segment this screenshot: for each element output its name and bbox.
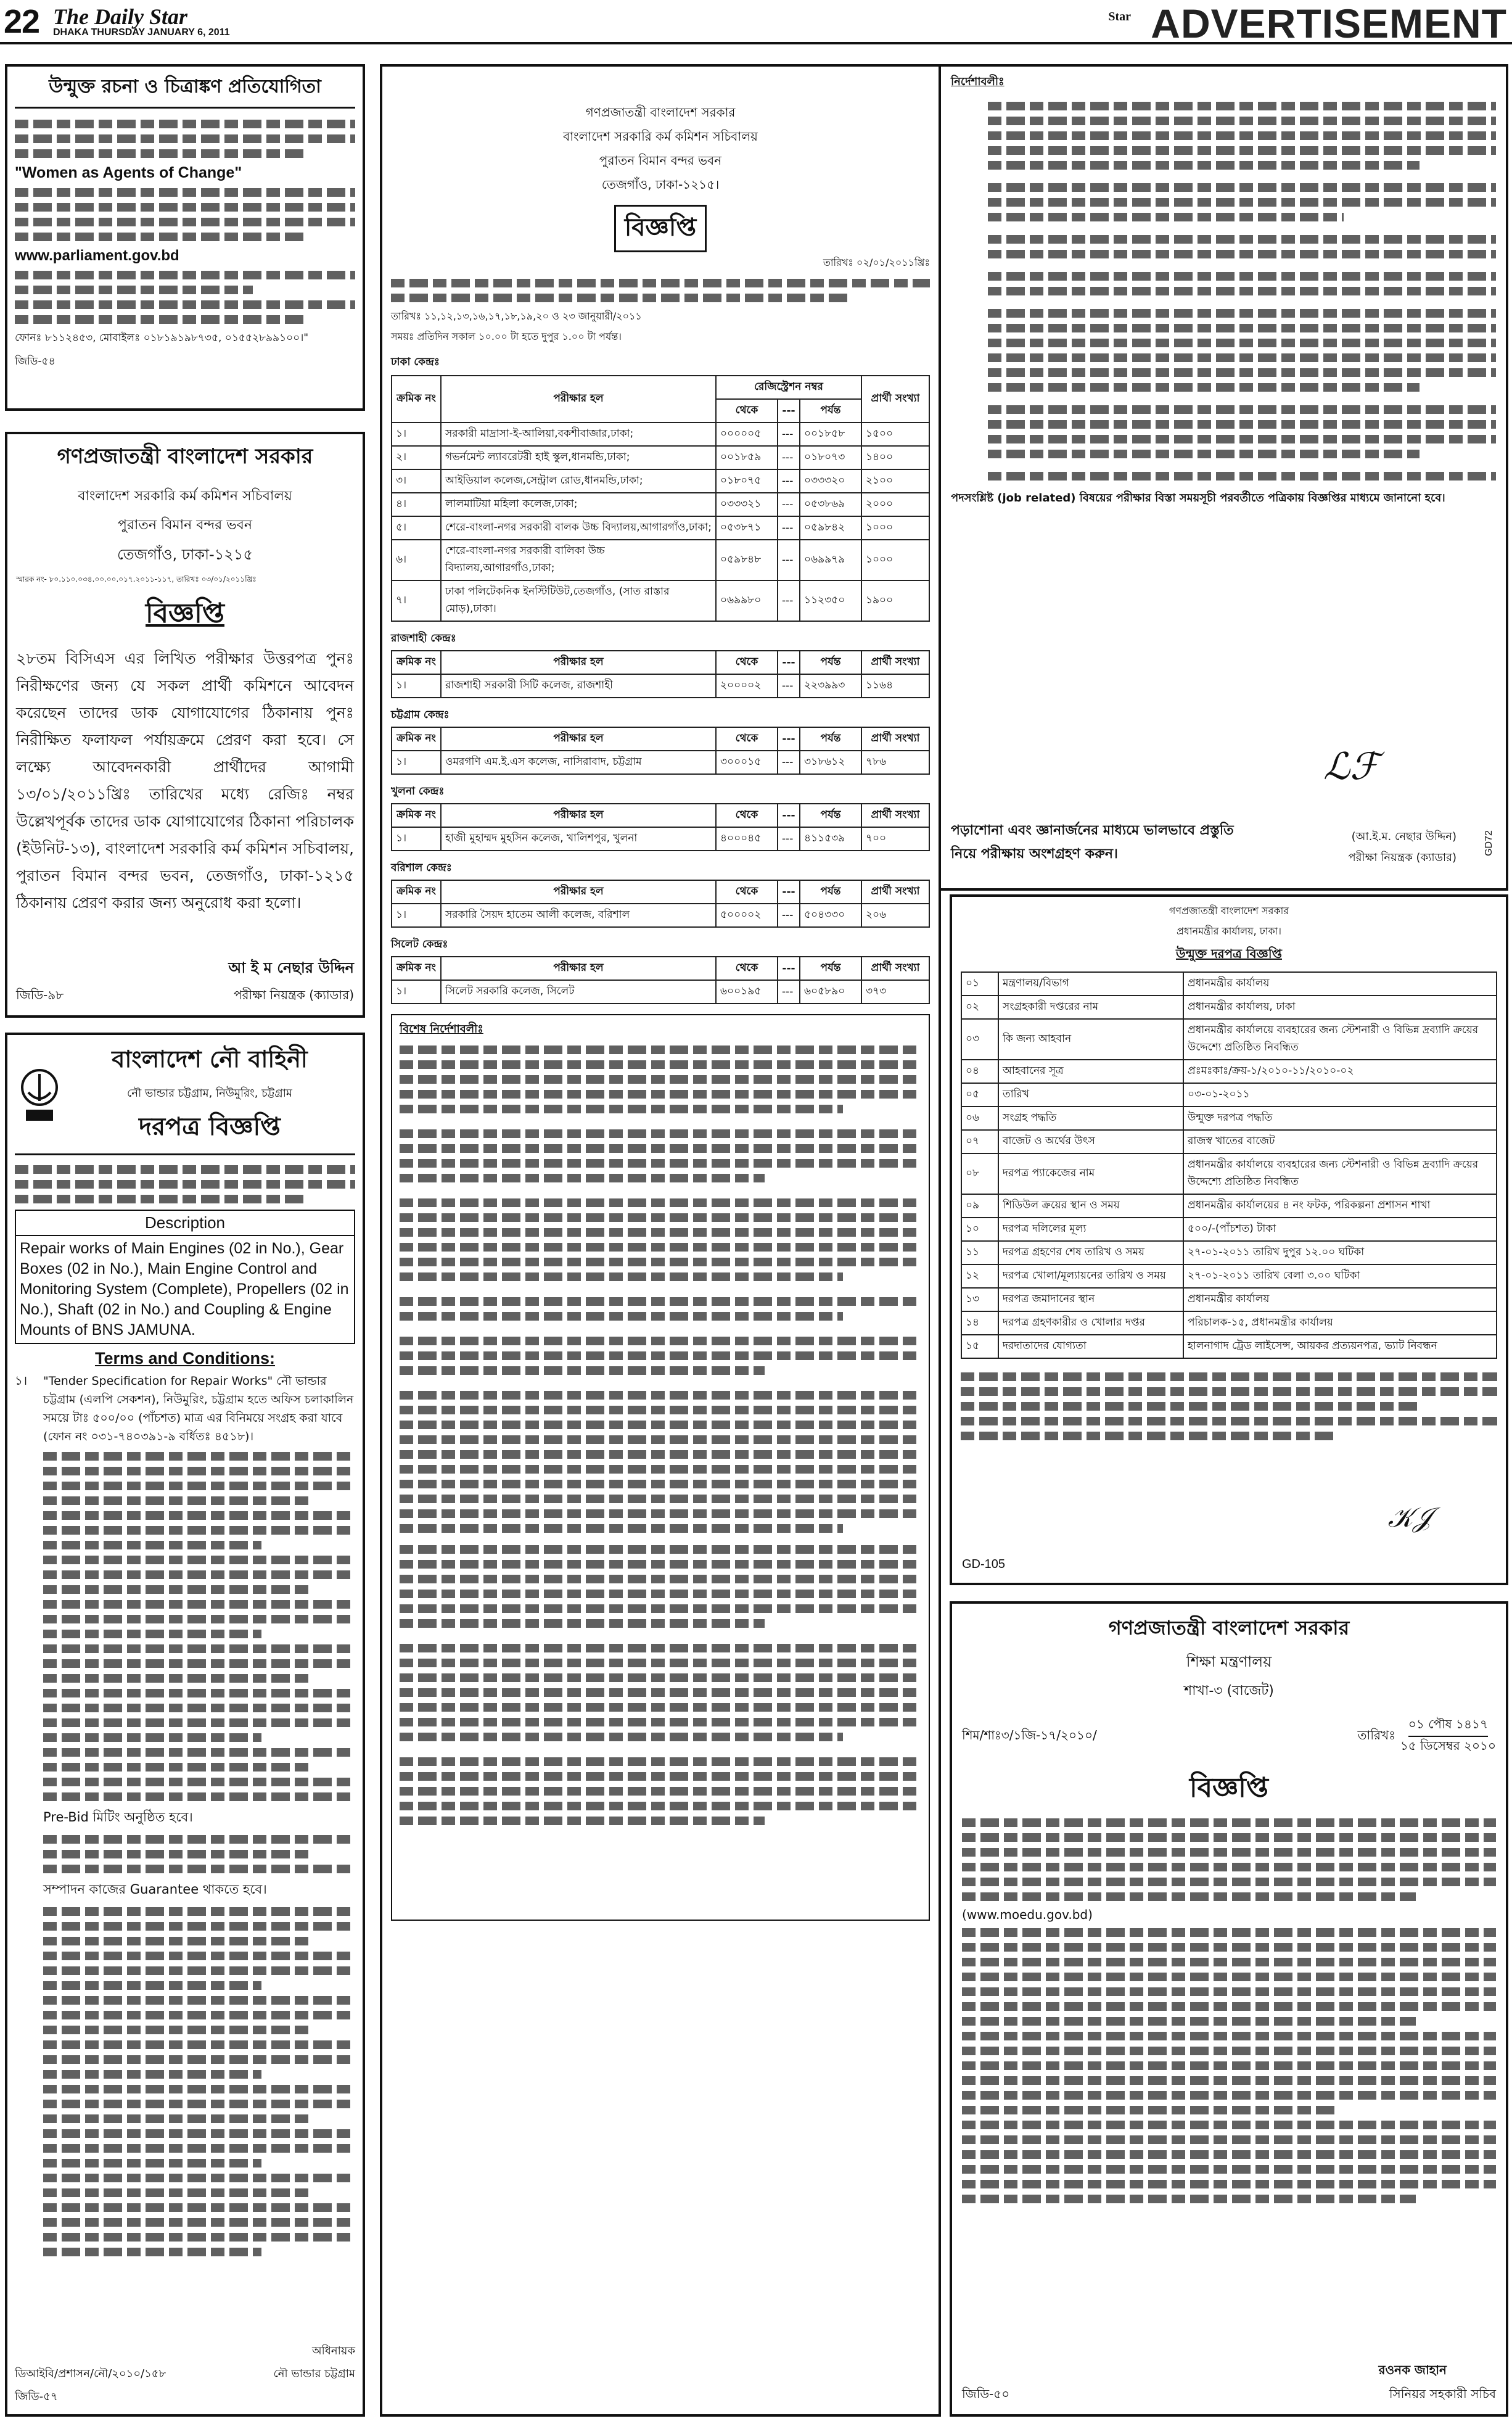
edu-signer: রওনক জাহান — [1378, 2362, 1447, 2377]
exam-gov: গণপ্রজাতন্ত্রী বাংলাদেশ সরকার — [585, 105, 736, 120]
table-row: ৭। ঢাকা পলিটেকনিক ইনস্টিটিউট,তেজগাঁও, (সাত রাস্তার মোড়),ঢাকা। ০৬৯৯৮০ --- ১১২৩৫০ ১৯০০ — [392, 580, 929, 621]
navy-memo: ডিআইবি/প্রশাসন/নৌ/২০১০/১৫৮ — [15, 2367, 166, 2380]
table-row: ১। রাজশাহী সরকারী সিটি কলেজ, রাজশাহী ২০০০০২ --- ২২৩৯৯৩ ১১৬৪ — [392, 674, 929, 698]
exam-schedule: তারিখঃ ১১,১২,১৩,১৬,১৭,১৮,১৯,২০ ও ২৩ জানুয়ারী/২০১১ — [391, 310, 642, 322]
barishal-table: ক্রমিক নং পরীক্ষার হল থেকে --- পর্যন্ত প্রার্থী সংখ্যা ১। সরকারি সৈয়দ হাতেম আলী কলেজ, বরিশাল ৫০০০০২ --- ৫০৪৩৩০ ২০৬ — [391, 880, 930, 928]
exam-signer: (আ.ই.ম. নেছার উদ্দিন) — [1351, 830, 1457, 843]
ctg-table: ক্রমিক নং পরীক্ষার হল থেকে --- পর্যন্ত প্রার্থী সংখ্যা ১। ওমরগণি এম.ই.এস কলেজ, নাসিরাবাদ, চট্টগ্রাম ৩০০০১৫ --- ৩১৮৬১২ ৭৮৬ — [391, 727, 930, 775]
navy-terms-header: Terms and Conditions: — [94, 1349, 275, 1367]
table-row: ০৭ বাজেট ও অর্থের উৎস রাজস্ব খাতের বাজেট — [961, 1130, 1497, 1153]
masthead — [0, 0, 1512, 44]
table-row: ০৪ আহবানের সূত্র প্রঃমঃকাঃ/ক্রয়-১/২০১০-১১/২০১০-০২ — [961, 1060, 1497, 1083]
pmo-org: প্রধানমন্ত্রীর কার্যালয়, ঢাকা। — [1176, 925, 1281, 937]
edu-org: শিক্ষা মন্ত্রণালয় — [1186, 1653, 1272, 1670]
table-row: ০৬ সংগ্রহ পদ্ধতি উন্মুক্ত দরপত্র পদ্ধতি — [961, 1107, 1497, 1130]
navy-title: বাংলাদেশ নৌ বাহিনী — [112, 1046, 308, 1073]
pmo-heading: উন্মুক্ত দরপত্র বিজ্ঞপ্তি — [1175, 946, 1282, 961]
slogan: পড়াশোনা এবং জ্ঞানার্জনের মাধ্যমে ভালভাবে প্রস্তুতি নিয়ে পরীক্ষায় অংশগ্রহণ করুন। — [951, 823, 1234, 862]
pec-code: জিডি-৯৮ — [16, 988, 64, 1002]
edu-code: জিডি-৫০ — [962, 2386, 1010, 2401]
competition-website[interactable]: www.parliament.gov.bd — [15, 247, 179, 264]
star-logo: Star — [1108, 10, 1131, 23]
table-row: ৩। আইডিয়াল কলেজ,সেন্ট্রাল রোড,ধানমন্ডি,ঢাকা; ০১৮০৭৫ --- ০৩৩৩২০ ২১০০ — [392, 469, 929, 493]
signature-icon: ℒℱ — [1323, 746, 1379, 787]
ad-exam-notice — [380, 64, 941, 2417]
edu-branch: শাখা-৩ (বাজেট) — [1184, 1683, 1274, 1699]
pec-signer: আ ই ম নেছার উদ্দিন — [228, 959, 354, 976]
ad-competition — [5, 64, 365, 411]
table-row: ১। সরকারি সৈয়দ হাতেম আলী কলেজ, বরিশাল ৫০০০০২ --- ৫০৪৩৩০ ২০৬ — [392, 904, 929, 927]
th-count: প্রার্থী সংখ্যা — [861, 376, 929, 423]
table-row: ০১ মন্ত্রণালয়/বিভাগ প্রধানমন্ত্রীর কার্যালয় — [961, 972, 1497, 996]
table-row: ৫। শেরে-বাংলা-নগর সরকারী বালক উচ্চ বিদ্যালয়,আগারগাঁও,ঢাকা; ০৫৩৮৭১ --- ০৫৯৮৪২ ১০০০ — [392, 516, 929, 540]
khulna-table: ক্রমিক নং পরীক্ষার হল থেকে --- পর্যন্ত প্রার্থী সংখ্যা ১। হাজী মুহাম্মদ মুহসিন কলেজ, খালিশপুর, খুলনা ৪০০০৪৫ --- ৪১১৫৩৯ ৭০০ — [391, 803, 930, 851]
exam-place: পুরাতন বিমান বন্দর ভবন — [599, 153, 722, 168]
rajshahi-table: ক্রমিক নং পরীক্ষার হল থেকে --- পর্যন্ত প্রার্থী সংখ্যা ১। রাজশাহী সরকারী সিটি কলেজ, রাজশাহী ২০০০০২ --- ২২৩৯৯৩ ১১৬৪ — [391, 650, 930, 698]
pmo-code: GD-105 — [962, 1557, 1006, 1571]
competition-code: জিডি-৫৪ — [15, 355, 55, 368]
ad-exam-instructions — [941, 64, 1508, 891]
edu-heading: বিজ্ঞপ্তি — [1189, 1772, 1268, 1804]
barishal-title: বরিশাল কেন্দ্রঃ — [391, 862, 452, 874]
pec-heading: বিজ্ঞপ্তি — [146, 598, 224, 629]
competition-title: উন্মুক্ত রচনা ও চিত্রাঙ্কণ প্রতিযোগিতা — [15, 72, 355, 109]
table-row: ০২ সংগ্রহকারী দপ্তরের নাম প্রধানমন্ত্রীর কার্যালয়, ঢাকা — [961, 996, 1497, 1019]
table-row: ১৪ দরপত্র গ্রহণকারীর ও খোলার দপ্তর পরিচালক-১৫, প্রধানমন্ত্রীর কার্যালয় — [961, 1311, 1497, 1335]
pec-place: পুরাতন বিমান বন্দর ভবন — [117, 518, 253, 533]
special-title: বিশেষ নির্দেশাবলীঃ — [400, 1023, 483, 1036]
edu-signer-title: সিনিয়র সহকারী সচিব — [1389, 2386, 1496, 2401]
exam-time: সময়ঃ প্রতিদিন সকাল ১০.০০ টা হতে দুপুর ১.০০ টা পর্যন্ত। — [391, 331, 622, 342]
exam-signer-title: পরীক্ষা নিয়ন্ত্রক (ক্যাডার) — [1348, 851, 1457, 864]
instructions-title: নির্দেশাবলীঃ — [951, 75, 1005, 88]
pec-memo: স্মারক নং- ৮০.১১০.০৩৪.০০.০০.০১৭.২০১১-১১৭, তারিখঃ ০৩/০১/২০১১খ্রিঃ — [16, 575, 257, 584]
edu-date-1: ০১ পৌষ ১৪১৭ — [1408, 1715, 1488, 1737]
table-row: ৬। শেরে-বাংলা-নগর সরকারী বালিকা উচ্চ বিদ্যালয়,আগারগাঁও,ঢাকা; ০৫৯৮৪৮ --- ০৬৯৯৭৯ ১০০০ — [392, 540, 929, 580]
table-row: ১। ওমরগণি এম.ই.এস কলেজ, নাসিরাবাদ, চট্টগ্রাম ৩০০০১৫ --- ৩১৮৬১২ ৭৮৬ — [392, 751, 929, 774]
edu-memo: শিম/শাঃ৩/১জি-১৭/২০১০/ — [962, 1727, 1097, 1743]
navy-signer: অধিনায়ক — [312, 2345, 355, 2357]
sylhet-title: সিলেট কেন্দ্রঃ — [391, 938, 448, 951]
table-row: ১। সিলেট সরকারি কলেজ, সিলেট ৬০০১৯৫ --- ৬০৫৮৯০ ৩৭৩ — [392, 980, 929, 1004]
pec-signer-title: পরীক্ষা নিয়ন্ত্রক (ক্যাডার) — [233, 988, 354, 1002]
table-row: ১৩ দরপত্র জমাদানের স্থান প্রধানমন্ত্রীর কার্যালয় — [961, 1288, 1497, 1311]
navy-desc-header: Description — [16, 1211, 354, 1236]
table-row: ০৫ তারিখ ০৩-০১-২০১১ — [961, 1083, 1497, 1107]
dhaka-table: ক্রমিক নং পরীক্ষার হল রেজিস্ট্রেশন নম্বর প্রার্থী সংখ্যা থেকে --- পর্যন্ত ১। সরকারী মাদ্রাসা-ই-আলিয়া,বকশীবাজার,ঢাকা; ০০০০০৫ --- ০০১৮৫৮ ১৫০০ ২। গভর্নমেন্ট ল্যাবরেটরী হাই স্কুল,ধানমন্ডি,ঢাকা; ০০১৮৫৯ --- ০১৮০৭৩ ১৪০০ ৩। আইডিয়াল কলেজ,সেন্ট্রাল রোড,ধানমন্ডি,ঢাকা; ০১৮০৭৫ --- ০৩৩৩২০ ২১০০ ৪। লালমাটিয়া মহিলা কলেজ,ঢাকা; ০৩৩৩২১ --- ০৫৩৮৬৯ ২০০০ ৫। শেরে-বাংলা-নগর সরকারী বালক উচ্চ বিদ্যালয়,আগারগাঁও,ঢাকা; ০৫৩৮৭১ --- ০৫৯৮৪২ ১০০০ ৬। শেরে-বাংলা-নগর সরকারী বালিকা উচ্চ বিদ্যালয়,আগারগাঁও,ঢাকা; ০৫৯৮৪৮ --- ০৬৯৯৭৯ ১০০০ ৭। ঢাকা পলিটেকনিক ইনস্টিটিউট,তেজগাঁও, (সাত রাস্তার মোড়),ঢাকা। ০৬৯৯৮০ --- ১১২৩৫০ ১৯০০ — [391, 375, 930, 622]
dhaka-title: ঢাকা কেন্দ্রঃ — [391, 356, 440, 368]
pmo-gov: গণপ্রজাতন্ত্রী বাংলাদেশ সরকার — [1169, 905, 1289, 917]
table-row: ২। গভর্নমেন্ট ল্যাবরেটরী হাই স্কুল,ধানমন্ডি,ঢাকা; ০০১৮৫৯ --- ০১৮০৭৩ ১৪০০ — [392, 446, 929, 469]
competition-contact: ফোনঃ ৮১১২৪৫৩, মোবাইলঃ ০১৮১৯১৯৮৭৩৫, ০১৫৫২৮৯৯১০০।" — [15, 332, 309, 344]
table-row: ০৯ শিডিউল ক্রয়ের স্থান ও সময় প্রধানমন্ত্রীর কার্যালয়ের ৪ নং ফটক, পরিকল্পনা প্রশাসন শাখা — [961, 1194, 1497, 1218]
exam-heading: বিজ্ঞপ্তি — [614, 205, 707, 252]
th-to: পর্যন্ত — [800, 399, 861, 423]
exam-date: তারিখঃ ০২/০১/২০১১খ্রিঃ — [823, 257, 930, 268]
exam-city: তেজগাঁও, ঢাকা-১২১৫। — [601, 177, 720, 192]
competition-theme: "Women as Agents of Change" — [15, 164, 242, 181]
table-row: ১০ দরপত্র দলিলের মূল্য ৫০০/-(পাঁচশত) টাকা — [961, 1218, 1497, 1241]
navy-term-1: "Tender Specification for Repair Works" নৌ ভান্ডার চট্টগ্রাম (এলপি সেকশন), নিউমুরিং, চট্টগ্রাম হতে অফিস চলাকালিন সময়ে টাঃ ৫০০/০০ (পাঁচশত) মাত্র এর বিনিময়ে সংগ্রহ করা যাবে (ফোন নং ০৩১-৭৪০৩৯১-৯ বর্ধিতঃ ৪৫১৮)। — [43, 1374, 354, 1443]
th-serial: ক্রমিক নং — [392, 376, 441, 423]
pec-city: তেজগাঁও, ঢাকা-১২১৫ — [117, 546, 253, 563]
navy-prebid: Pre-Bid মিটিং অনুষ্ঠিত হবে। — [43, 1810, 193, 1825]
page-number: 22 — [4, 3, 40, 40]
navy-subtitle: নৌ ভান্ডার চট্টগ্রাম, নিউমুরিং, চট্টগ্রাম — [127, 1087, 292, 1100]
ctg-title: চট্টগ্রাম কেন্দ্রঃ — [391, 709, 450, 721]
navy-heading: দরপত্র বিজ্ঞপ্তি — [139, 1113, 281, 1141]
rajshahi-title: রাজশাহী কেন্দ্রঃ — [391, 632, 456, 645]
navy-guarantee: সম্পাদন কাজের Guarantee থাকতে হবে। — [43, 1882, 267, 1897]
pec-org: বাংলাদেশ সরকারি কর্ম কমিশন সচিবালয় — [78, 489, 292, 504]
ad-education-notice — [950, 1601, 1508, 2417]
table-row: ১। হাজী মুহাম্মদ মুহসিন কলেজ, খালিশপুর, খুলনা ৪০০০৪৫ --- ৪১১৫৩৯ ৭০০ — [392, 827, 929, 851]
exam-org: বাংলাদেশ সরকারি কর্ম কমিশন সচিবালয় — [563, 129, 758, 144]
ad-navy-tender: বাংলাদেশ নৌ বাহিনী নৌ ভান্ডার চট্টগ্রাম, নিউমুরিং, চট্টগ্রাম দরপত্র বিজ্ঞপ্তি Description Repair works of Main Engines (02 in No.), Gear Boxes (02 in No.), Main Engine Control and Monitoring System (Complete), Propellers (02 in No.), Shaft (02 in No.) and Coupling & Engine Mounts of BNS JAMUNA. Terms and Conditions: ১। "Tender Specification for Repair Works" নৌ ভান্ডার চট্টগ্রাম (এলপি সেকশন), নিউমুরিং, চট্টগ্রাম হতে অফিস চলাকালিন সময়ে টাঃ ৫০০/০০ (পাঁচশত) মাত্র এর বিনিময়ে সংগ্রহ করা যাবে (ফোন নং ০৩১-৭৪০৩৯১-৯ বর্ধিতঃ ৪৫১৮)। Pre-Bid মিটিং অনুষ্ঠিত হবে। সম্পাদন কাজের Guarantee থাকতে হবে। অধিনায়ক ডিআইবি/প্রশাসন/নৌ/২০১০/১৫৮ নৌ ভান্ডার চট্টগ্রাম জিডি-৫৭ — [5, 1033, 365, 2417]
edu-date-2: ১৫ ডিসেম্বর ২০১০ — [1400, 1738, 1496, 1753]
pmo-signature-icon: 𝒦𝒥 — [1387, 1503, 1432, 1533]
navy-description: Repair works of Main Engines (02 in No.), Gear Boxes (02 in No.), Main Engine Control and Monitoring System (Complete), Propellers (02 in No.), Shaft (02 in No.) and Coupling & Engine Mounts of BNS JAMUNA. — [20, 1240, 349, 1338]
sylhet-table: ক্রমিক নং পরীক্ষার হল থেকে --- পর্যন্ত প্রার্থী সংখ্যা ১। সিলেট সরকারি কলেজ, সিলেট ৬০০১৯৫ --- ৬০৫৮৯০ ৩৭৩ — [391, 956, 930, 1004]
edu-gov: গণপ্রজাতন্ত্রী বাংলাদেশ সরকার — [1108, 1616, 1350, 1639]
pmo-table — [961, 971, 1497, 1359]
khulna-title: খুলনা কেন্দ্রঃ — [391, 785, 445, 798]
navy-crest-icon — [15, 1065, 64, 1124]
table-row: ১৫ দরদাতাদের যোগ্যতা হালনাগাদ ট্রেড লাইসেন্স, আয়কর প্রত্যয়নপত্র, ভ্যাট নিবন্ধন — [961, 1335, 1497, 1358]
table-row: ০৮ দরপত্র প্যাকেজের নাম প্রধানমন্ত্রীর কার্যালয়ে ব্যবহারের জন্য স্টেশনারী ও বিভিন্ন দ্রব্যাদি ক্রয়ের উদ্দেশ্যে প্রতিষ্ঠিত নিবন্ধিত — [961, 1153, 1497, 1194]
table-row: ১। সরকারী মাদ্রাসা-ই-আলিয়া,বকশীবাজার,ঢাকা; ০০০০০৫ --- ০০১৮৫৮ ১৫০০ — [392, 423, 929, 446]
note-job: পদসংশ্লিষ্ট (job related) বিষয়ের পরীক্ষার বিস্তা সময়সূচী পরবর্তীতে পত্রিকায় বিজ্ঞপ্তির মাধ্যমে জানানো হবে। — [951, 492, 1445, 505]
th-from: থেকে — [716, 399, 778, 423]
section-title: ADVERTISEMENT — [1151, 1, 1507, 46]
th-hall: পরীক্ষার হল — [441, 376, 716, 423]
edu-date-label: তারিখঃ — [1357, 1727, 1395, 1743]
ad-psc-notice — [5, 432, 365, 1018]
table-row: ১১ দরপত্র গ্রহণের শেষ তারিখ ও সময় ২৭-০১-২০১১ তারিখ দুপুর ১২.০০ ঘটিকা — [961, 1241, 1497, 1264]
th-reg: রেজিস্ট্রেশন নম্বর — [716, 376, 861, 399]
pec-gov: গণপ্রজাতন্ত্রী বাংলাদেশ সরকার — [57, 444, 313, 469]
table-row: ৪। লালমাটিয়া মহিলা কলেজ,ঢাকা; ০৩৩৩২১ --- ০৫৩৮৬৯ ২০০০ — [392, 493, 929, 516]
dateline: DHAKA THURSDAY JANUARY 6, 2011 — [53, 27, 230, 38]
edu-website[interactable]: (www.moedu.gov.bd) — [962, 1907, 1093, 1922]
table-row: ০৩ কি জন্য আহবান প্রধানমন্ত্রীর কার্যালয়ে ব্যবহারের জন্য স্টেশনারী ও বিভিন্ন দ্রব্যাদি ক্রয়ের উদ্দেশ্যে প্রতিষ্ঠিত নিবন্ধিত — [961, 1019, 1497, 1060]
paper-name: The Daily Star — [53, 4, 188, 29]
exam-code: GD72 — [1484, 830, 1495, 856]
table-row: ১২ দরপত্র খোলা/মূল্যায়নের তারিখ ও সময় ২৭-০১-২০১১ তারিখ বেলা ৩.০০ ঘটিকা — [961, 1264, 1497, 1288]
navy-code: জিডি-৫৭ — [15, 2390, 58, 2403]
ad-pmo-tender — [950, 894, 1508, 1585]
pec-body: ২৮তম বিসিএস এর লিখিত পরীক্ষার উত্তরপত্র পুনঃ নিরীক্ষণের জন্য যে সকল প্রার্থী কমিশনে আবেদন করেছেন তাদের ডাক যোগাযোগের ঠিকানায় পুনঃ নিরীক্ষিত ফলাফল পর্যায়ক্রমে প্রেরণ করা হবে। সে লক্ষ্যে আবেদনকারী প্রার্থীদের আগামী ১৩/০১/২০১১খ্রিঃ তারিখের মধ্যে রেজিঃ নম্বর উল্লেখপূর্বক তাদের ডাক যোগাযোগের ঠিকানা পরিচালক (ইউনিট-১৩), বাংলাদেশ সরকারি কর্ম কমিশন সচিবালয়, পুরাতন বিমান বন্দর ভবন, তেজগাঁও, ঢাকা-১২১৫ ঠিকানায় প্রেরণ করার জন্য অনুরোধ করা হলো। — [16, 650, 354, 912]
navy-place: নৌ ভান্ডার চট্টগ্রাম — [273, 2367, 355, 2380]
